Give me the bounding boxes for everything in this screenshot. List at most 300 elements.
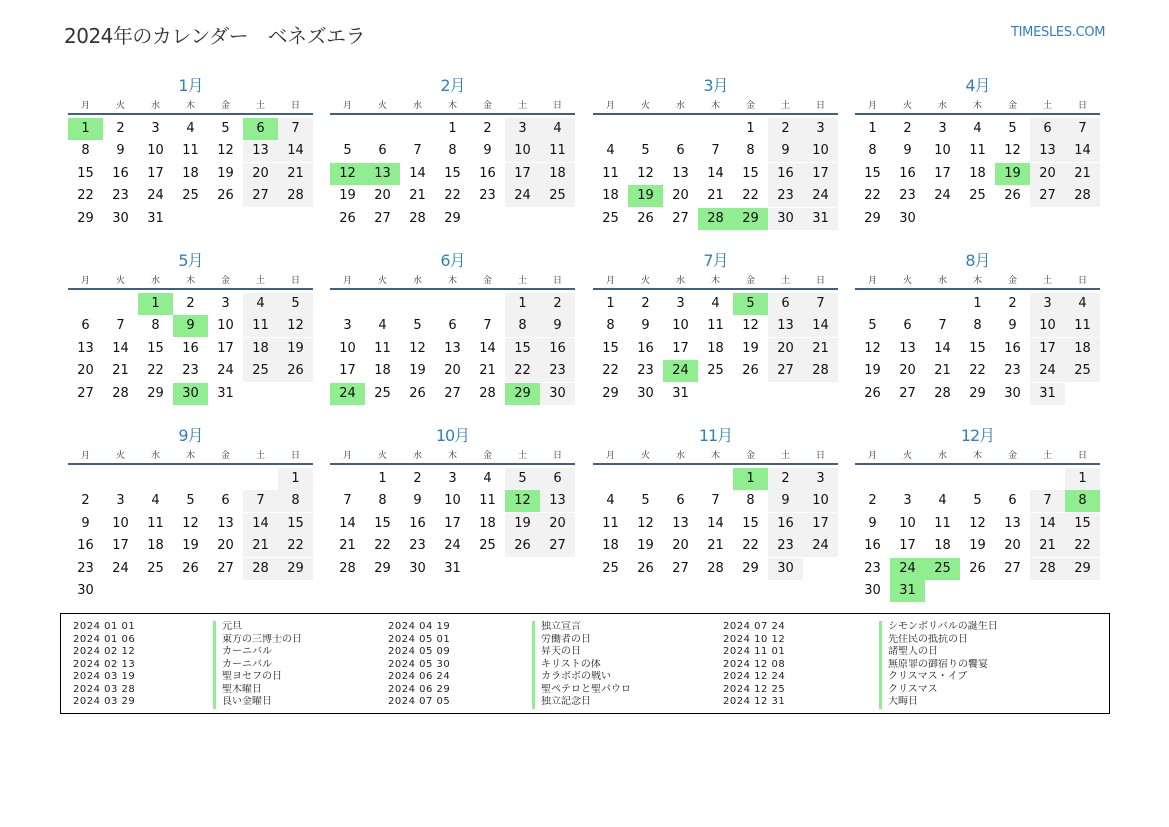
day-cell-holiday: 9 [173, 315, 208, 337]
month-9 [68, 426, 313, 602]
day-cell: 12 [1004, 143, 1021, 159]
day-cell: 5 [278, 293, 313, 315]
weekday-label: 金 [220, 101, 230, 111]
day-cell: 15 [444, 165, 461, 181]
weekday-label: 月 [605, 276, 615, 286]
holiday-date: 2024 06 29 [388, 683, 451, 695]
day-cell: 28 [243, 558, 278, 580]
day-cell: 2 [768, 468, 803, 490]
weekday-header [68, 100, 313, 115]
month-10 [330, 426, 575, 580]
day-empty [855, 468, 890, 490]
day-cell: 2 [641, 296, 650, 311]
day-cell: 26 [217, 188, 234, 204]
day-cell: 1 [1065, 468, 1100, 490]
weekday-label: 土 [517, 101, 527, 111]
day-cell: 31 [444, 560, 461, 576]
day-cell: 9 [540, 315, 575, 337]
day-cell: 16 [112, 165, 129, 181]
week-row [330, 558, 575, 580]
week-row [855, 383, 1100, 405]
day-cell: 3 [803, 468, 838, 490]
day-cell: 24 [112, 560, 129, 576]
month-days [593, 468, 838, 580]
day-cell-holiday: 13 [365, 163, 400, 185]
week-row [593, 360, 838, 382]
week-row [593, 163, 838, 185]
day-cell: 5 [221, 121, 230, 136]
day-cell: 27 [1030, 185, 1065, 207]
day-cell: 25 [602, 560, 619, 576]
day-cell: 18 [147, 538, 164, 554]
day-cell: 18 [243, 338, 278, 360]
day-cell: 15 [602, 340, 619, 356]
weekday-label: 金 [1007, 451, 1017, 461]
day-cell: 15 [147, 340, 164, 356]
day-cell: 15 [77, 165, 94, 181]
day-cell: 27 [672, 560, 689, 576]
day-cell: 19 [969, 538, 986, 554]
day-cell-holiday: 24 [890, 558, 925, 580]
day-cell: 20 [540, 513, 575, 535]
day-empty [890, 468, 925, 490]
day-cell: 13 [77, 340, 94, 356]
day-cell: 11 [479, 493, 496, 509]
weekday-label: 月 [342, 101, 352, 111]
day-empty [243, 580, 278, 602]
holiday-date: 2024 03 19 [73, 671, 136, 682]
week-row [855, 558, 1100, 580]
day-cell: 17 [934, 165, 951, 181]
day-cell: 29 [602, 385, 619, 401]
day-cell: 28 [479, 385, 496, 401]
day-cell: 1 [746, 121, 755, 136]
day-cell: 25 [540, 185, 575, 207]
day-cell: 11 [374, 340, 391, 356]
week-row [593, 490, 838, 512]
day-cell: 2 [413, 471, 422, 486]
weekday-label: 木 [447, 276, 457, 286]
day-cell: 26 [637, 560, 654, 576]
day-cell: 9 [116, 143, 125, 159]
day-cell-holiday: 28 [698, 208, 733, 230]
day-cell: 14 [1030, 513, 1065, 535]
day-cell: 13 [899, 340, 916, 356]
day-empty [960, 208, 995, 230]
week-row [593, 293, 838, 315]
day-cell-holiday: 6 [243, 118, 278, 140]
day-cell: 5 [641, 143, 650, 159]
day-cell: 8 [746, 143, 755, 159]
day-cell: 27 [540, 535, 575, 557]
day-cell: 5 [343, 143, 352, 159]
day-cell: 20 [243, 163, 278, 185]
day-cell: 10 [444, 493, 461, 509]
weekday-header [855, 275, 1100, 290]
day-cell: 10 [339, 340, 356, 356]
week-row [68, 513, 313, 535]
day-cell: 6 [448, 318, 457, 334]
week-row [593, 338, 838, 360]
holiday-date: 2024 07 05 [388, 696, 451, 707]
day-cell: 11 [707, 318, 724, 334]
day-cell: 20 [899, 363, 916, 379]
day-empty [593, 118, 628, 140]
weekday-label: 火 [640, 276, 650, 286]
holiday-name: カーニバル [213, 659, 383, 672]
day-cell: 6 [1030, 118, 1065, 140]
month-title: 2月 [440, 76, 465, 95]
day-cell: 22 [147, 363, 164, 379]
day-cell: 11 [602, 515, 619, 531]
day-cell: 10 [505, 140, 540, 162]
day-empty [278, 383, 313, 405]
month-title: 11月 [698, 426, 733, 445]
day-cell-holiday: 1 [68, 118, 103, 140]
weekday-label: 水 [150, 451, 160, 461]
day-cell: 10 [934, 143, 951, 159]
day-cell: 30 [637, 385, 654, 401]
day-cell-holiday: 1 [138, 293, 173, 315]
weekday-label: 土 [517, 276, 527, 286]
day-cell: 13 [540, 490, 575, 512]
weekday-label: 木 [185, 276, 195, 286]
day-cell: 4 [973, 121, 982, 136]
weekday-label: 木 [972, 276, 982, 286]
day-cell: 14 [934, 340, 951, 356]
weekday-label: 木 [710, 451, 720, 461]
day-empty [995, 208, 1030, 230]
day-cell: 26 [505, 535, 540, 557]
day-cell: 13 [672, 515, 689, 531]
day-cell: 21 [934, 363, 951, 379]
week-row [68, 558, 313, 580]
day-cell: 7 [116, 318, 125, 334]
day-cell: 9 [768, 490, 803, 512]
day-cell: 5 [413, 318, 422, 334]
day-cell: 29 [969, 385, 986, 401]
day-cell: 30 [864, 582, 881, 598]
day-cell: 6 [676, 143, 685, 159]
week-row [68, 535, 313, 557]
day-cell: 15 [742, 515, 759, 531]
weekday-label: 金 [220, 276, 230, 286]
day-cell-holiday: 25 [925, 558, 960, 580]
day-cell: 22 [1065, 535, 1100, 557]
month-days [330, 293, 575, 405]
day-cell: 17 [112, 538, 129, 554]
day-cell: 1 [378, 471, 387, 486]
day-cell: 20 [374, 188, 391, 204]
day-cell: 15 [278, 513, 313, 535]
day-cell: 12 [217, 143, 234, 159]
day-cell: 3 [151, 121, 160, 136]
weekday-label: 日 [815, 101, 825, 111]
day-cell: 23 [864, 560, 881, 576]
day-cell: 8 [505, 315, 540, 337]
day-cell: 17 [217, 340, 234, 356]
holiday-dates-column [388, 621, 508, 709]
weekday-label: 水 [675, 276, 685, 286]
day-cell: 8 [278, 490, 313, 512]
day-cell: 24 [803, 535, 838, 557]
day-cell: 6 [540, 468, 575, 490]
weekday-label: 日 [815, 276, 825, 286]
day-cell-holiday: 29 [733, 208, 768, 230]
day-cell: 30 [768, 208, 803, 230]
day-cell: 14 [707, 165, 724, 181]
month-days [68, 293, 313, 405]
day-cell-holiday: 1 [733, 468, 768, 490]
day-cell: 24 [934, 188, 951, 204]
day-cell: 22 [969, 363, 986, 379]
day-empty [628, 118, 663, 140]
day-empty [1030, 208, 1065, 230]
weekday-label: 土 [255, 101, 265, 111]
day-cell: 2 [1008, 296, 1017, 311]
weekday-label: 土 [780, 276, 790, 286]
holiday-date: 2024 02 12 [73, 646, 136, 657]
day-empty [173, 468, 208, 490]
day-cell: 4 [540, 118, 575, 140]
day-cell: 22 [77, 188, 94, 204]
weekday-label: 月 [867, 101, 877, 111]
weekday-label: 日 [815, 451, 825, 461]
day-cell: 21 [707, 538, 724, 554]
day-cell-holiday: 29 [505, 383, 540, 405]
day-cell-holiday: 24 [330, 383, 365, 405]
week-row [330, 163, 575, 185]
month-title: 4月 [965, 76, 990, 95]
day-empty [173, 208, 208, 230]
day-empty [960, 580, 995, 602]
day-cell: 3 [448, 471, 457, 486]
day-cell: 7 [938, 318, 947, 334]
day-cell: 2 [903, 121, 912, 136]
day-cell: 10 [112, 515, 129, 531]
week-row [855, 293, 1100, 315]
day-empty [803, 383, 838, 405]
day-cell: 5 [973, 493, 982, 509]
weekday-label: 土 [255, 276, 265, 286]
day-cell: 26 [409, 385, 426, 401]
holiday-dates-column [73, 621, 193, 709]
weekday-label: 火 [640, 101, 650, 111]
day-cell: 27 [444, 385, 461, 401]
day-cell: 12 [409, 340, 426, 356]
day-empty [68, 468, 103, 490]
day-cell: 29 [77, 210, 94, 226]
day-cell: 4 [606, 143, 615, 159]
holiday-name: カラボボの戦い [532, 671, 702, 684]
weekday-label: 水 [412, 101, 422, 111]
day-cell: 21 [339, 538, 356, 554]
day-cell: 13 [672, 165, 689, 181]
weekday-label: 日 [552, 451, 562, 461]
day-cell: 7 [711, 143, 720, 159]
day-empty [803, 558, 838, 580]
holiday-name: カーニバル [213, 646, 383, 659]
week-row [68, 490, 313, 512]
day-cell: 29 [374, 560, 391, 576]
day-cell: 7 [803, 293, 838, 315]
weekday-label: 水 [412, 276, 422, 286]
week-row [855, 140, 1100, 162]
day-cell: 16 [768, 513, 803, 535]
day-cell: 2 [483, 121, 492, 136]
weekday-label: 木 [710, 101, 720, 111]
day-cell: 31 [217, 385, 234, 401]
day-cell: 25 [1065, 360, 1100, 382]
day-cell: 5 [641, 493, 650, 509]
day-cell: 11 [147, 515, 164, 531]
week-row [593, 383, 838, 405]
day-cell: 16 [864, 538, 881, 554]
day-cell: 12 [182, 515, 199, 531]
weekday-label: 月 [605, 451, 615, 461]
month-title: 7月 [703, 251, 728, 270]
day-cell: 9 [868, 515, 877, 531]
holiday-date: 2024 03 29 [73, 696, 136, 707]
weekday-label: 日 [1077, 276, 1087, 286]
day-cell: 24 [147, 188, 164, 204]
day-cell: 26 [637, 210, 654, 226]
month-4 [855, 76, 1100, 230]
weekday-label: 木 [185, 451, 195, 461]
holiday-name: 聖木曜日 [213, 684, 383, 697]
day-cell: 10 [147, 143, 164, 159]
day-cell: 29 [742, 560, 759, 576]
day-cell: 8 [81, 143, 90, 159]
day-cell: 17 [339, 363, 356, 379]
holiday-date: 2024 03 28 [73, 683, 136, 695]
week-row [855, 535, 1100, 557]
day-cell: 17 [803, 163, 838, 185]
day-cell: 27 [243, 185, 278, 207]
holiday-list [60, 613, 1110, 714]
day-cell: 3 [938, 121, 947, 136]
day-cell: 25 [147, 560, 164, 576]
weekday-label: 土 [1042, 101, 1052, 111]
week-row [68, 208, 313, 230]
day-cell: 3 [116, 493, 125, 509]
day-cell: 21 [278, 163, 313, 185]
day-cell: 9 [1008, 318, 1017, 334]
week-row [855, 468, 1100, 490]
day-cell: 18 [934, 538, 951, 554]
day-cell: 17 [147, 165, 164, 181]
day-cell: 16 [768, 163, 803, 185]
week-row [68, 580, 313, 602]
day-empty [768, 383, 803, 405]
day-empty [925, 293, 960, 315]
day-cell: 28 [1030, 558, 1065, 580]
day-cell: 18 [707, 340, 724, 356]
day-cell: 9 [81, 515, 90, 531]
month-days [855, 293, 1100, 405]
day-cell: 28 [112, 385, 129, 401]
day-cell: 20 [672, 188, 689, 204]
week-row [330, 490, 575, 512]
brand-logo[interactable]: TIMESLES.COM [1011, 25, 1106, 40]
day-cell: 19 [339, 188, 356, 204]
day-cell: 4 [606, 493, 615, 509]
day-cell: 9 [641, 318, 650, 334]
day-cell: 3 [903, 493, 912, 509]
weekday-label: 水 [675, 451, 685, 461]
day-cell: 12 [742, 318, 759, 334]
day-cell: 4 [938, 493, 947, 509]
day-cell-holiday: 24 [663, 360, 698, 382]
day-cell: 21 [1030, 535, 1065, 557]
day-empty [208, 468, 243, 490]
week-row [68, 360, 313, 382]
day-cell: 11 [182, 143, 199, 159]
month-title: 8月 [965, 251, 990, 270]
day-cell: 13 [217, 515, 234, 531]
month-1 [68, 76, 313, 230]
day-cell: 26 [339, 210, 356, 226]
weekday-label: 金 [1007, 276, 1017, 286]
day-cell: 6 [81, 318, 90, 334]
week-row [593, 118, 838, 140]
day-cell: 23 [899, 188, 916, 204]
weekday-label: 木 [185, 101, 195, 111]
day-cell: 14 [409, 165, 426, 181]
day-cell: 15 [969, 340, 986, 356]
weekday-label: 水 [937, 276, 947, 286]
day-cell-holiday: 5 [733, 293, 768, 315]
day-empty [698, 383, 733, 405]
day-cell: 9 [903, 143, 912, 159]
day-empty [1030, 468, 1065, 490]
day-cell: 27 [768, 360, 803, 382]
day-cell: 13 [444, 340, 461, 356]
day-cell: 10 [217, 318, 234, 334]
day-cell: 29 [1065, 558, 1100, 580]
weekday-label: 日 [1077, 101, 1087, 111]
day-empty [365, 118, 400, 140]
day-cell: 24 [217, 363, 234, 379]
day-cell: 18 [479, 515, 496, 531]
day-cell: 18 [969, 165, 986, 181]
weekday-label: 金 [745, 451, 755, 461]
day-cell: 22 [864, 188, 881, 204]
day-cell: 11 [934, 515, 951, 531]
month-title: 5月 [178, 251, 203, 270]
holiday-date: 2024 05 30 [388, 658, 451, 670]
day-cell: 8 [606, 318, 615, 334]
holiday-date: 2024 07 24 [723, 621, 786, 632]
weekday-label: 金 [1007, 101, 1017, 111]
weekday-label: 土 [1042, 451, 1052, 461]
holiday-name: クリスマス [879, 684, 1049, 697]
day-cell: 31 [1030, 383, 1065, 405]
weekday-label: 日 [552, 101, 562, 111]
week-row [855, 315, 1100, 337]
day-cell: 1 [448, 121, 457, 136]
day-cell: 13 [1030, 140, 1065, 162]
day-cell: 17 [505, 163, 540, 185]
day-cell-holiday: 19 [628, 185, 663, 207]
day-cell: 3 [221, 296, 230, 311]
day-cell: 19 [182, 538, 199, 554]
day-cell: 30 [409, 560, 426, 576]
weekday-label: 金 [745, 276, 755, 286]
day-cell: 6 [903, 318, 912, 334]
week-row [593, 208, 838, 230]
day-cell-holiday: 12 [330, 163, 365, 185]
